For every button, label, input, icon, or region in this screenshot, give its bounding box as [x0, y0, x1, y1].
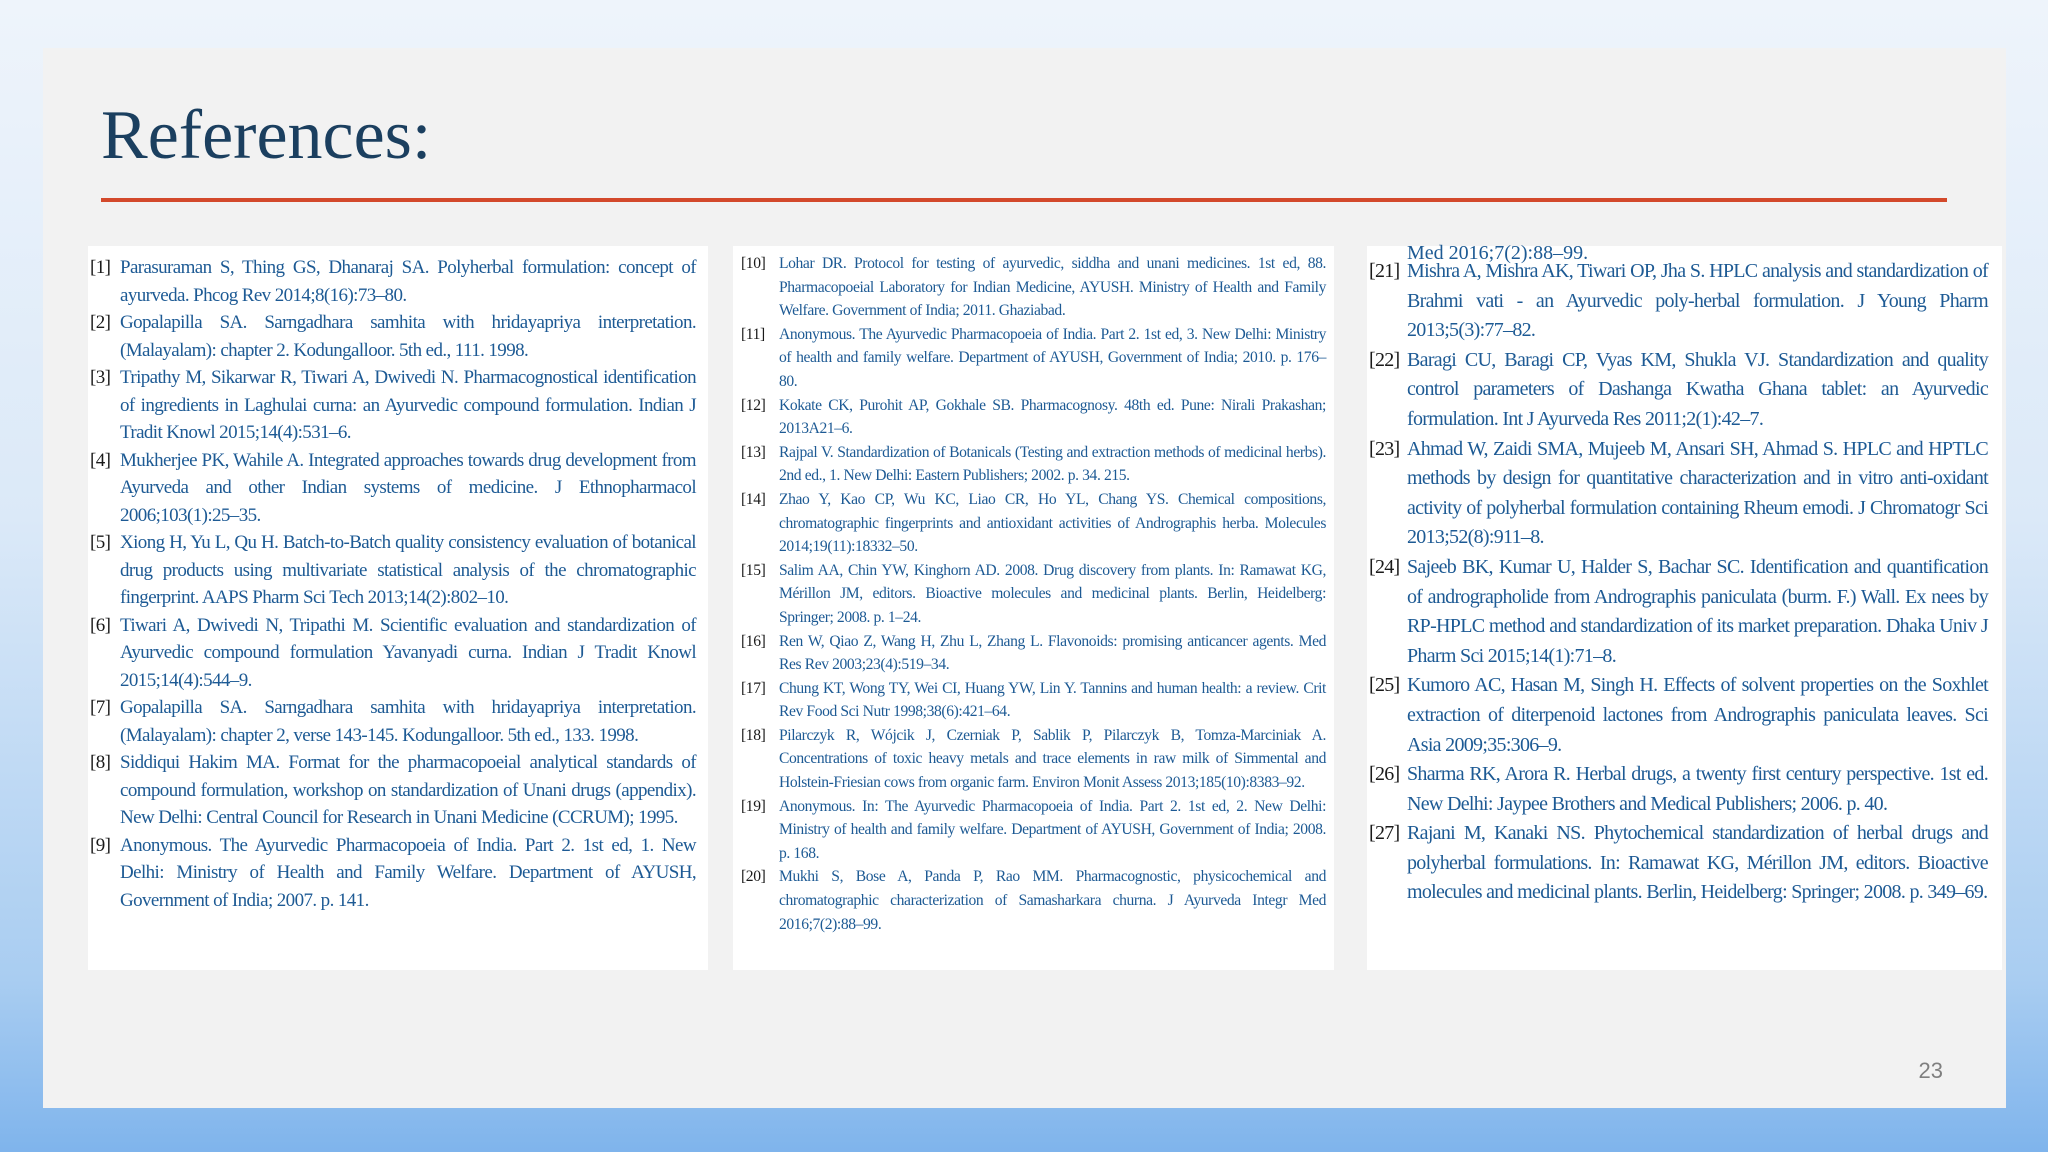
- reference-number: [11]: [741, 325, 765, 343]
- reference-text: Mishra A, Mishra AK, Tiwari OP, Jha S. HPLC analysis and standardization of Brahmi vati - an Ayurvedic poly-herbal formulation. J Young Pharm 2013;5(3):77–82.: [1407, 260, 1988, 342]
- reference-item: [88, 254, 696, 309]
- reference-item: [88, 832, 696, 915]
- reference-text: Tripathy M, Sikarwar R, Tiwari A, Dwivedi N. Pharmacognostical identification of ingredients in Laghulai curna: an Ayurvedic compound formulation. Indian J Tradit Knowl 2015;14(4):531–6.: [120, 367, 696, 443]
- reference-item: [733, 559, 1326, 630]
- reference-number: [17]: [741, 679, 766, 697]
- reference-number: [1]: [90, 257, 111, 278]
- reference-number: [16]: [741, 632, 766, 650]
- reference-text: Kumoro AC, Hasan M, Singh H. Effects of solvent properties on the Soxhlet extraction of diterpenoid lactones from Andrographis paniculata leaves. Sci Asia 2009;35:306–9.: [1407, 674, 1988, 756]
- reference-item: [1367, 671, 1988, 760]
- reference-item: [733, 630, 1326, 677]
- reference-number: [27]: [1369, 822, 1400, 845]
- reference-text: Mukherjee PK, Wahile A. Integrated approaches towards drug development from Ayurveda and other Indian systems of medicine. J Ethnopharmacol 2006;103(1):25–35.: [120, 449, 696, 526]
- reference-item: [88, 309, 696, 364]
- reference-number: [4]: [90, 449, 111, 471]
- reference-item: [88, 364, 696, 447]
- reference-item: [733, 441, 1326, 488]
- reference-item: [733, 677, 1326, 724]
- reference-text: Kokate CK, Purohit AP, Gokhale SB. Pharmacognosy. 48th ed. Pune: Nirali Prakashan; 2013A21–6.: [779, 396, 1326, 438]
- reference-number: [2]: [90, 312, 111, 333]
- page-number: 23: [1918, 1058, 1943, 1083]
- reference-text: Sajeeb BK, Kumar U, Halder S, Bachar SC. Identification and quantification of andrographolide from Andrographis paniculata (burm. F.) Wall. Ex nees by RP-HPLC method and standardization of its market preparation. Dhaka Univ J Pharm Sci 2015;14(1):71–8.: [1407, 555, 1988, 667]
- reference-cut-text: Med 2016;7(2):88–99.: [1407, 242, 1589, 264]
- reference-text: Gopalapilla SA. Sarngadhara samhita with hridayapriya interpretation. (Malayalam): chapter 2, verse 143-145. Kodungalloor. 5th ed., 133. 1998.: [120, 697, 696, 746]
- reference-text: Pilarczyk R, Wójcik J, Czerniak P, Sablik P, Pilarczyk B, Tomza-Marciniak A. Concentrations of toxic heavy metals and trace elements in raw milk of Simmental and Holstein-Friesian cows from organic farm. Environ Monit Assess 2013;185(10):8383–92.: [779, 726, 1326, 792]
- reference-item: [88, 694, 696, 749]
- reference-number: [12]: [741, 396, 766, 414]
- title-underline: [101, 198, 1947, 202]
- reference-text: Anonymous. The Ayurvedic Pharmacopoeia of India. Part 2. 1st ed, 1. New Delhi: Ministry of Health and Family Welfare. Department of AYUSH, Government of India; 2007. p. 141.: [120, 834, 696, 911]
- reference-panel-3: [1367, 242, 2002, 970]
- reference-number: [20]: [741, 868, 766, 886]
- reference-panel-1: [88, 246, 708, 970]
- reference-text: Siddiqui Hakim MA. Format for the pharmacopoeial analytical standards of compound formulation, workshop on standardization of Unani drugs (appendix). New Delhi: Central Council for Research in Unani Medicine (CCRUM); 1995.: [120, 752, 696, 828]
- reference-number: [10]: [741, 255, 766, 272]
- reference-panel-2: [733, 246, 1334, 970]
- reference-item: [1367, 257, 1988, 346]
- reference-text: Parasuraman S, Thing GS, Dhanaraj SA. Polyherbal formulation: concept of ayurveda. Phcog Rev 2014;8(16):73–80.: [120, 257, 696, 306]
- reference-text: Zhao Y, Kao CP, Wu KC, Liao CR, Ho YL, Chang YS. Chemical compositions, chromatographic fingerprints and antioxidant activities of Andrographis herba. Molecules 2014;19(11):18332–50.: [779, 490, 1326, 556]
- reference-number: [14]: [741, 490, 766, 508]
- reference-number: [26]: [1369, 763, 1400, 786]
- reference-list-3: [1367, 257, 1988, 908]
- reference-item: [88, 447, 696, 530]
- reference-item: [733, 488, 1326, 559]
- reference-text: Sharma RK, Arora R. Herbal drugs, a twenty first century perspective. 1st ed. New Delhi: Jaypee Brothers and Medical Publishers; 2006. p. 40.: [1407, 763, 1988, 815]
- reference-number: [18]: [741, 726, 766, 744]
- reference-number: [23]: [1369, 437, 1400, 460]
- reference-text: Xiong H, Yu L, Qu H. Batch-to-Batch quality consistency evaluation of botanical drug products using multivariate statistical analysis of the chromatographic fingerprint. AAPS Pharm Sci Tech 2013;14(2):802–10.: [120, 532, 696, 608]
- slide-title: References:: [101, 97, 432, 174]
- reference-number: [8]: [90, 752, 111, 773]
- reference-item: [88, 749, 696, 832]
- reference-item: [733, 724, 1326, 795]
- reference-item: [1367, 553, 1988, 671]
- reference-text: Salim AA, Chin YW, Kinghorn AD. 2008. Drug discovery from plants. In: Ramawat KG, Mérillon JM, editors. Bioactive molecules and medicinal plants. Berlin, Heidelberg: Springer; 2008. p. 1–24.: [779, 561, 1326, 626]
- reference-item: [1367, 760, 1988, 819]
- reference-item: [1367, 435, 1988, 553]
- reference-number: [3]: [90, 367, 111, 388]
- reference-text: Anonymous. The Ayurvedic Pharmacopoeia of India. Part 2. 1st ed, 3. New Delhi: Ministry of health and family welfare. Department of AYUSH, Government of India; 2010. p. 176–80.: [779, 325, 1326, 390]
- reference-number: [19]: [741, 797, 766, 815]
- reference-item: [733, 252, 1326, 323]
- reference-number: [21]: [1369, 260, 1400, 282]
- reference-number: [9]: [90, 834, 111, 856]
- reference-number: [15]: [741, 561, 766, 579]
- reference-list-1: [88, 254, 696, 914]
- reference-text: Rajani M, Kanaki NS. Phytochemical standardization of herbal drugs and polyherbal formulations. In: Ramawat KG, Mérillon JM, editors. Bioactive molecules and medicinal plants. Berlin, Heidelberg: Springer; 2008. p. 349–69.: [1407, 822, 1988, 904]
- reference-list-2: [733, 252, 1326, 936]
- reference-text: Chung KT, Wong TY, Wei CI, Huang YW, Lin Y. Tannins and human health: a review. Crit Rev Food Sci Nutr 1998;38(6):421–64.: [779, 679, 1326, 721]
- reference-text: Anonymous. In: The Ayurvedic Pharmacopoeia of India. Part 2. 1st ed, 2. New Delhi: Ministry of health and family welfare. Department of AYUSH, Government of India; 2008. p. 168.: [779, 797, 1326, 862]
- reference-item: [88, 529, 696, 612]
- reference-item: [733, 865, 1326, 936]
- reference-item: [733, 323, 1326, 394]
- reference-number: [13]: [741, 443, 766, 461]
- reference-text: Ahmad W, Zaidi SMA, Mujeeb M, Ansari SH, Ahmad S. HPLC and HPTLC methods by design for quantitative characterization and in vitro anti-oxidant activity of polyherbal formulation containing Rheum emodi. J Chromatogr Sci 2013;52(8):911–8.: [1407, 437, 1988, 549]
- reference-text: Ren W, Qiao Z, Wang H, Zhu L, Zhang L. Flavonoids: promising anticancer agents. Med Res Rev 2003;23(4):519–34.: [779, 632, 1326, 674]
- reference-number: [25]: [1369, 674, 1400, 697]
- reference-text: Mukhi S, Bose A, Panda P, Rao MM. Pharmacognostic, physicochemical and chromatographic characterization of Samasharkara churna. J Ayurveda Integr Med 2016;7(2):88–99.: [779, 868, 1326, 933]
- reference-item: [733, 394, 1326, 441]
- reference-number: [7]: [90, 697, 111, 718]
- reference-number: [5]: [90, 532, 111, 553]
- reference-item: [88, 612, 696, 695]
- reference-number: [24]: [1369, 555, 1400, 578]
- reference-text: Gopalapilla SA. Sarngadhara samhita with hridayapriya interpretation. (Malayalam): chapter 2. Kodungalloor. 5th ed., 111. 1998.: [120, 312, 696, 361]
- reference-item: [1367, 819, 1988, 908]
- reference-text: Baragi CU, Baragi CP, Vyas KM, Shukla VJ. Standardization and quality control parameters of Dashanga Kwatha Ghana tablet: an Ayurvedic formulation. Int J Ayurveda Res 2011;2(1):42–7.: [1407, 348, 1988, 430]
- reference-text: Lohar DR. Protocol for testing of ayurvedic, siddha and unani medicines. 1st ed, 88. Pharmacopoeial Laboratory for Indian Medicine, AYUSH. Ministry of Health and Family Welfare. Government of India; 2011. Ghaziabad.: [779, 255, 1326, 320]
- reference-item: [1367, 346, 1988, 435]
- reference-text: Rajpal V. Standardization of Botanicals (Testing and extraction methods of medicinal herbs). 2nd ed., 1. New Delhi: Eastern Publishers; 2002. p. 34. 215.: [779, 443, 1326, 485]
- reference-item: [733, 795, 1326, 866]
- reference-number: [22]: [1369, 348, 1400, 371]
- slide: [43, 48, 2006, 1108]
- reference-text: Tiwari A, Dwivedi N, Tripathi M. Scientific evaluation and standardization of Ayurvedic compound formulation Yavanyadi curna. Indian J Tradit Knowl 2015;14(4):544–9.: [120, 614, 696, 691]
- reference-number: [6]: [90, 614, 111, 636]
